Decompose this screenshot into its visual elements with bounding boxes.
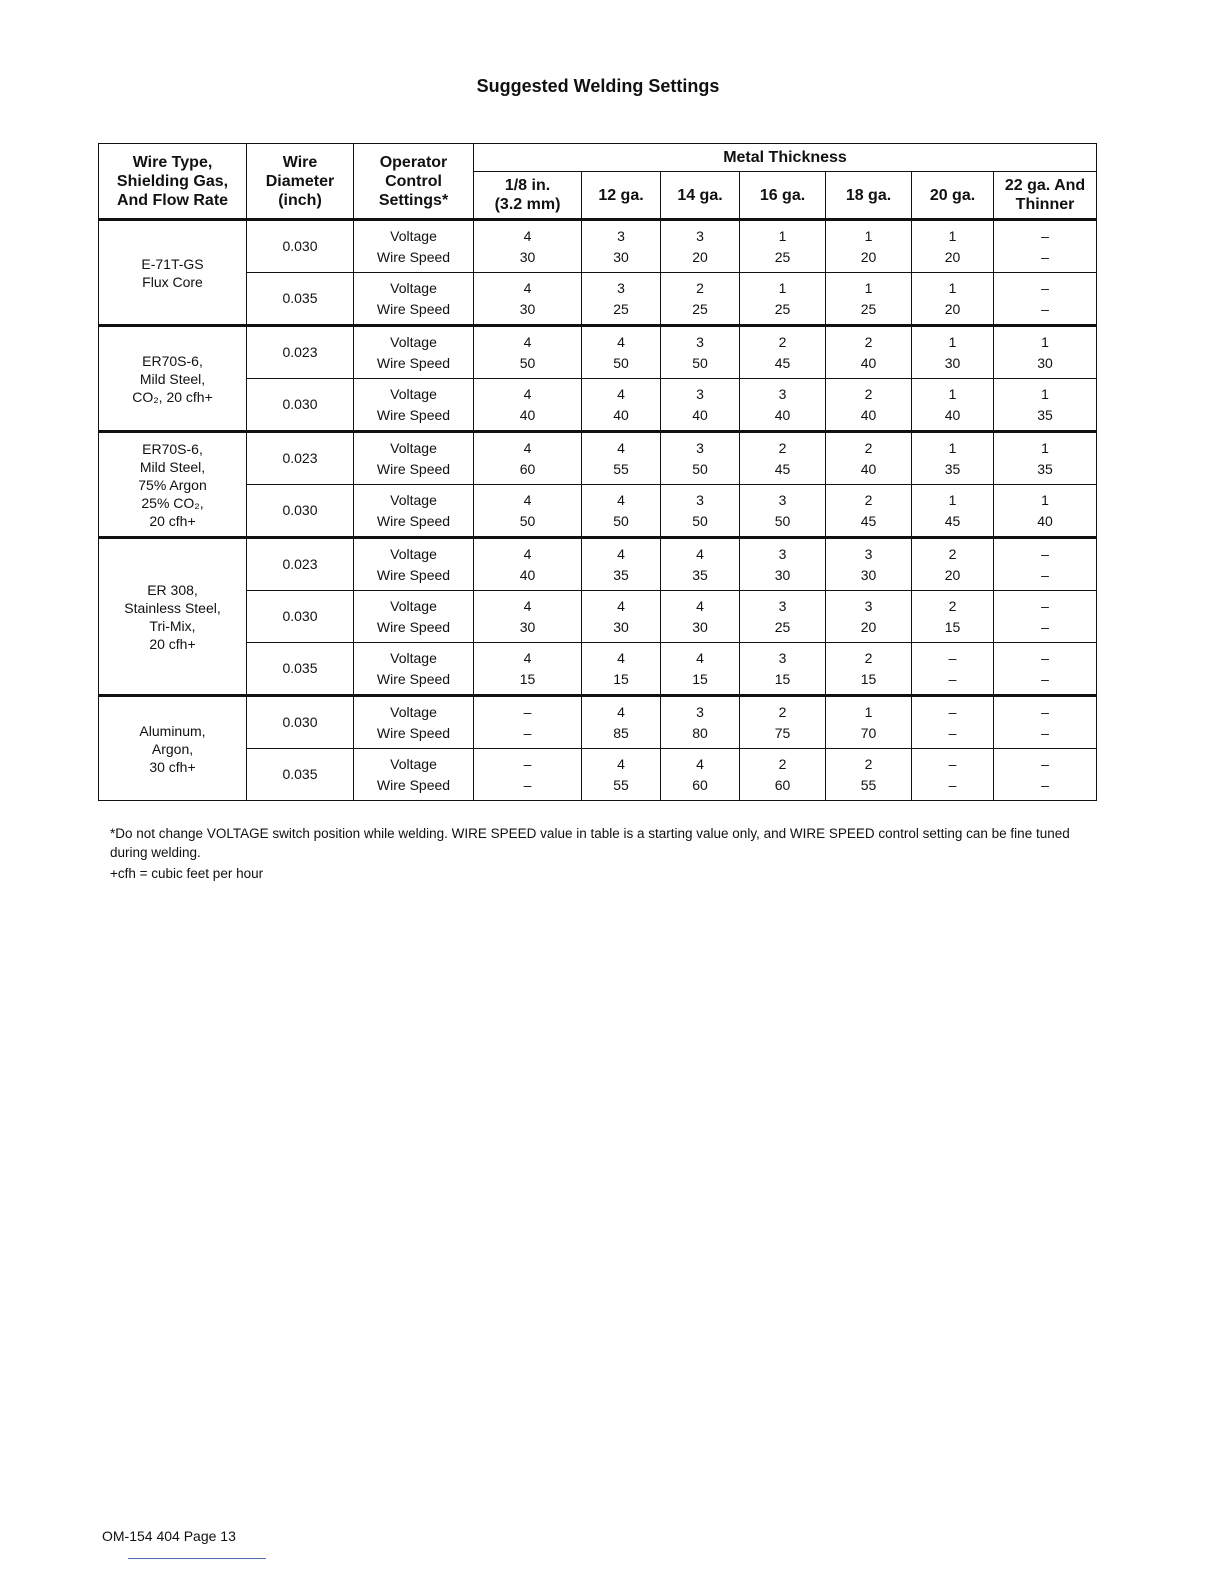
setting-value-cell: 1 35 xyxy=(994,432,1097,485)
wire-diameter-cell: 0.030 xyxy=(247,379,354,432)
operator-settings-cell: Voltage Wire Speed xyxy=(354,273,474,326)
table-row xyxy=(99,643,1097,696)
setting-value-cell: 4 15 xyxy=(582,643,661,696)
page-number: OM-154 404 Page 13 xyxy=(102,1528,236,1544)
setting-value-cell: 1 45 xyxy=(912,485,994,538)
setting-value-cell: 2 20 xyxy=(912,538,994,591)
setting-value-cell: – – xyxy=(994,591,1097,643)
setting-value-cell: – – xyxy=(474,696,582,749)
table-row xyxy=(99,538,1097,591)
operator-settings-header: Operator Control Settings* xyxy=(354,144,474,220)
table-row xyxy=(99,220,1097,273)
wire-diameter-cell: 0.030 xyxy=(247,485,354,538)
setting-value-cell: 4 60 xyxy=(661,749,740,801)
setting-value-cell: 4 60 xyxy=(474,432,582,485)
operator-settings-cell: Voltage Wire Speed xyxy=(354,326,474,379)
table-row xyxy=(99,273,1097,326)
setting-value-cell: – – xyxy=(912,696,994,749)
welding-settings-table xyxy=(98,143,1097,801)
wire-diameter-cell: 0.035 xyxy=(247,749,354,801)
setting-value-cell: 1 20 xyxy=(912,220,994,273)
metal-thickness-header: Metal Thickness xyxy=(474,144,1097,172)
wire-diameter-cell: 0.035 xyxy=(247,643,354,696)
setting-value-cell: 2 55 xyxy=(826,749,912,801)
table-row xyxy=(99,591,1097,643)
setting-value-cell: – – xyxy=(994,643,1097,696)
setting-value-cell: 4 35 xyxy=(661,538,740,591)
setting-value-cell: 4 55 xyxy=(582,749,661,801)
thickness-col-header: 18 ga. xyxy=(826,172,912,220)
setting-value-cell: 4 50 xyxy=(582,326,661,379)
setting-value-cell: 2 40 xyxy=(826,326,912,379)
table-row xyxy=(99,432,1097,485)
setting-value-cell: 3 40 xyxy=(740,379,826,432)
setting-value-cell: – – xyxy=(912,749,994,801)
setting-value-cell: 2 45 xyxy=(740,326,826,379)
wire-type-header: Wire Type, Shielding Gas, And Flow Rate xyxy=(99,144,247,220)
footnote: *Do not change VOLTAGE switch position while welding. WIRE SPEED value in table is a starting value only, and WIRE SPEED control setting can be fine tuned during welding. xyxy=(110,826,1070,860)
setting-value-cell: 4 30 xyxy=(661,591,740,643)
setting-value-cell: 3 80 xyxy=(661,696,740,749)
wire-type-cell: ER 308, Stainless Steel, Tri-Mix, 20 cfh+ xyxy=(99,538,247,696)
setting-value-cell: 4 15 xyxy=(661,643,740,696)
footer-rule xyxy=(128,1558,266,1559)
setting-value-cell: 1 20 xyxy=(912,273,994,326)
operator-settings-cell: Voltage Wire Speed xyxy=(354,591,474,643)
setting-value-cell: 1 20 xyxy=(826,220,912,273)
setting-value-cell: 4 85 xyxy=(582,696,661,749)
thickness-col-header: 22 ga. And Thinner xyxy=(994,172,1097,220)
setting-value-cell: 3 50 xyxy=(740,485,826,538)
setting-value-cell: 4 50 xyxy=(474,326,582,379)
thickness-col-header: 14 ga. xyxy=(661,172,740,220)
setting-value-cell: 1 35 xyxy=(912,432,994,485)
setting-value-cell: 3 25 xyxy=(582,273,661,326)
setting-value-cell: 1 40 xyxy=(994,485,1097,538)
wire-diameter-cell: 0.023 xyxy=(247,538,354,591)
thickness-col-header: 1/8 in. (3.2 mm) xyxy=(474,172,582,220)
setting-value-cell: 1 40 xyxy=(912,379,994,432)
thickness-col-header: 12 ga. xyxy=(582,172,661,220)
setting-value-cell: 4 40 xyxy=(474,538,582,591)
page-title: Suggested Welding Settings xyxy=(476,76,720,96)
setting-value-cell: 3 20 xyxy=(826,591,912,643)
table-row xyxy=(99,379,1097,432)
setting-value-cell: 4 50 xyxy=(582,485,661,538)
setting-value-cell: 4 30 xyxy=(474,220,582,273)
operator-settings-cell: Voltage Wire Speed xyxy=(354,485,474,538)
setting-value-cell: 4 40 xyxy=(582,379,661,432)
setting-value-cell: – – xyxy=(994,273,1097,326)
table-row xyxy=(99,749,1097,801)
setting-value-cell: 2 45 xyxy=(740,432,826,485)
table-row xyxy=(99,485,1097,538)
wire-type-cell: E-71T-GS Flux Core xyxy=(99,220,247,326)
setting-value-cell: 4 30 xyxy=(474,591,582,643)
footnote-cfh: +cfh = cubic feet per hour xyxy=(110,866,264,881)
setting-value-cell: 3 40 xyxy=(661,379,740,432)
setting-value-cell: – – xyxy=(474,749,582,801)
wire-type-cell: ER70S-6, Mild Steel, CO₂, 20 cfh+ xyxy=(99,326,247,432)
wire-diameter-cell: 0.030 xyxy=(247,591,354,643)
setting-value-cell: 2 40 xyxy=(826,379,912,432)
setting-value-cell: 4 35 xyxy=(582,538,661,591)
setting-value-cell: 4 55 xyxy=(582,432,661,485)
setting-value-cell: – – xyxy=(994,696,1097,749)
wire-diameter-header: Wire Diameter (inch) xyxy=(247,144,354,220)
setting-value-cell: – – xyxy=(912,643,994,696)
operator-settings-cell: Voltage Wire Speed xyxy=(354,538,474,591)
setting-value-cell: 3 20 xyxy=(661,220,740,273)
wire-diameter-cell: 0.030 xyxy=(247,220,354,273)
operator-settings-cell: Voltage Wire Speed xyxy=(354,220,474,273)
setting-value-cell: 4 30 xyxy=(582,591,661,643)
operator-settings-cell: Voltage Wire Speed xyxy=(354,379,474,432)
setting-value-cell: 4 50 xyxy=(474,485,582,538)
setting-value-cell: 3 50 xyxy=(661,326,740,379)
setting-value-cell: 1 70 xyxy=(826,696,912,749)
setting-value-cell: 3 30 xyxy=(582,220,661,273)
setting-value-cell: 4 15 xyxy=(474,643,582,696)
setting-value-cell: 2 40 xyxy=(826,432,912,485)
setting-value-cell: – – xyxy=(994,220,1097,273)
setting-value-cell: 2 15 xyxy=(912,591,994,643)
setting-value-cell: 1 25 xyxy=(740,273,826,326)
operator-settings-cell: Voltage Wire Speed xyxy=(354,643,474,696)
setting-value-cell: 2 25 xyxy=(661,273,740,326)
wire-diameter-cell: 0.030 xyxy=(247,696,354,749)
setting-value-cell: 2 15 xyxy=(826,643,912,696)
setting-value-cell: 3 50 xyxy=(661,432,740,485)
setting-value-cell: 1 30 xyxy=(912,326,994,379)
setting-value-cell: 3 50 xyxy=(661,485,740,538)
setting-value-cell: 3 30 xyxy=(740,538,826,591)
setting-value-cell: 2 45 xyxy=(826,485,912,538)
setting-value-cell: 4 30 xyxy=(474,273,582,326)
operator-settings-cell: Voltage Wire Speed xyxy=(354,749,474,801)
setting-value-cell: – – xyxy=(994,749,1097,801)
table-row xyxy=(99,696,1097,749)
setting-value-cell: 2 60 xyxy=(740,749,826,801)
setting-value-cell: 1 35 xyxy=(994,379,1097,432)
setting-value-cell: 1 25 xyxy=(826,273,912,326)
table-row xyxy=(99,326,1097,379)
wire-diameter-cell: 0.023 xyxy=(247,432,354,485)
setting-value-cell: 3 15 xyxy=(740,643,826,696)
operator-settings-cell: Voltage Wire Speed xyxy=(354,432,474,485)
wire-diameter-cell: 0.023 xyxy=(247,326,354,379)
thickness-col-header: 16 ga. xyxy=(740,172,826,220)
thickness-col-header: 20 ga. xyxy=(912,172,994,220)
setting-value-cell: 3 25 xyxy=(740,591,826,643)
setting-value-cell: 4 40 xyxy=(474,379,582,432)
setting-value-cell: 1 25 xyxy=(740,220,826,273)
setting-value-cell: 2 75 xyxy=(740,696,826,749)
setting-value-cell: – – xyxy=(994,538,1097,591)
wire-diameter-cell: 0.035 xyxy=(247,273,354,326)
setting-value-cell: 3 30 xyxy=(826,538,912,591)
operator-settings-cell: Voltage Wire Speed xyxy=(354,696,474,749)
wire-type-cell: Aluminum, Argon, 30 cfh+ xyxy=(99,696,247,801)
setting-value-cell: 1 30 xyxy=(994,326,1097,379)
wire-type-cell: ER70S-6, Mild Steel, 75% Argon 25% CO₂, 20 cfh+ xyxy=(99,432,247,538)
